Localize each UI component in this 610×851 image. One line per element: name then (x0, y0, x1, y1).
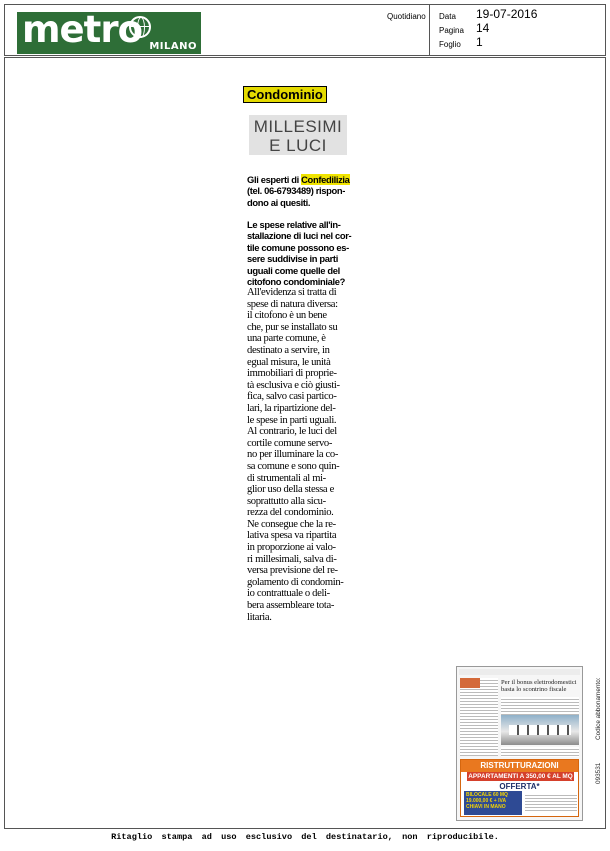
text-line: no per illuminare la co- (247, 449, 339, 461)
advert-offer: OFFERTA* (499, 782, 540, 791)
text-line: una parte comune, è (247, 333, 326, 345)
text-line: stallazione di luci nel cor- (247, 230, 352, 242)
thumb-text-lines (501, 697, 579, 715)
text-line: spese di natura diversa: (247, 298, 338, 310)
intro-line: (tel. 06-6793489) rispon- (247, 185, 346, 197)
text-line: di strumentali al mi- (247, 472, 326, 484)
subscription-code-label: Codice abbonamento: (595, 677, 602, 740)
text-line: tà esclusiva e ciò giusti- (247, 379, 340, 391)
title-line: E LUCI (269, 136, 327, 155)
text-line: Ne consegue che la re- (247, 518, 336, 530)
text-line: All'evidenza si tratta di (247, 287, 337, 298)
thumb-header-bar (459, 669, 580, 675)
page-thumbnail (456, 666, 583, 821)
text-line: immobiliari di proprie- (247, 368, 337, 380)
metro-logo (17, 8, 201, 54)
subscription-code-value: 093531 (595, 762, 602, 784)
thumb-red-block (460, 678, 480, 688)
sheet-label: Foglio (439, 40, 461, 49)
text-line: Le spese relative all'in- (247, 219, 341, 230)
page-label: Pagina (439, 26, 464, 35)
text-line: in proporzione ai valo- (247, 542, 336, 554)
title-line: MILLESIMI (253, 117, 343, 136)
text-line: lativa spesa va ripartita (247, 530, 337, 542)
text-line: cortile comune servo- (247, 437, 333, 449)
text-line: egual misura, le unità (247, 356, 331, 368)
date-label: Data (439, 12, 456, 21)
thumb-headline: Per il bonus elettrodomestici basta lo scontrino fiscale (501, 679, 577, 693)
text-line: sere suddivise in parti (247, 253, 338, 265)
text-line: versa previsione del re- (247, 565, 338, 577)
section-kicker: Condominio (243, 86, 327, 103)
globe-icon (129, 16, 151, 38)
text-line: citofono condominiale? (247, 276, 346, 288)
page-value: 14 (476, 21, 490, 35)
article-title (249, 115, 347, 155)
text-line: le spese in parti uguali. (247, 414, 337, 426)
text-line: destinato a servire, in (247, 344, 330, 356)
text-line: il citofono è un bene (247, 310, 327, 322)
thumb-text-lines (501, 747, 579, 757)
confedilizia-highlight: Confedilizia (301, 174, 350, 185)
header-divider (429, 5, 430, 55)
text-line: sa comune e sono quin- (247, 460, 340, 472)
thumb-left-column (460, 678, 498, 756)
clipping-footer: Ritaglio stampa ad uso esclusivo del destinatario, non riproducibile. (111, 832, 499, 842)
publication-type: Quotidiano (387, 12, 426, 21)
text-line: golamento di condomin- (247, 576, 344, 588)
thumb-photo (501, 715, 579, 745)
text-line: ri millesimali, salva di- (247, 553, 337, 565)
intro-line: dono ai quesiti. (247, 196, 311, 208)
text-line: rezza del condominio. (247, 507, 334, 519)
advert-title: RISTRUTTURAZIONI (461, 760, 578, 772)
date-value: 19-07-2016 (476, 7, 538, 21)
text-line: fica, salvo casi partico- (247, 391, 337, 403)
text-line: lari, la ripartizione del- (247, 402, 336, 414)
advert-price-box: BILOCALE 60 MQ 19.000,00 € + IVA CHIAVI IN MANO (464, 791, 522, 815)
logo-word: metro (22, 8, 143, 51)
sheet-value: 1 (476, 35, 483, 49)
advert-subtitle: APPARTAMENTI A 350,00 € AL MQ (468, 773, 573, 780)
article-intro (247, 174, 353, 208)
text-line: Al contrario, le luci del (247, 426, 337, 438)
text-line: glior uso della stessa e (247, 484, 334, 496)
thumb-advert (460, 759, 579, 817)
text-line: soprattutto alla sicu- (247, 495, 326, 507)
logo-city: MILANO (149, 41, 197, 52)
expert-answer (247, 287, 353, 623)
text-line: litaria. (247, 611, 272, 623)
text-line: uguali come quelle del (247, 264, 340, 276)
text-line: io contrattuale o deli- (247, 588, 330, 600)
advert-fine-print (525, 793, 577, 813)
text-line: tile comune possono es- (247, 241, 349, 253)
text-line: bera assembleare tota- (247, 600, 335, 612)
intro-line: Gli esperti di Confedilizia (247, 174, 350, 185)
clipping-header (4, 4, 606, 56)
reader-question (247, 219, 353, 287)
text-line: che, pur se installato su (247, 321, 338, 333)
